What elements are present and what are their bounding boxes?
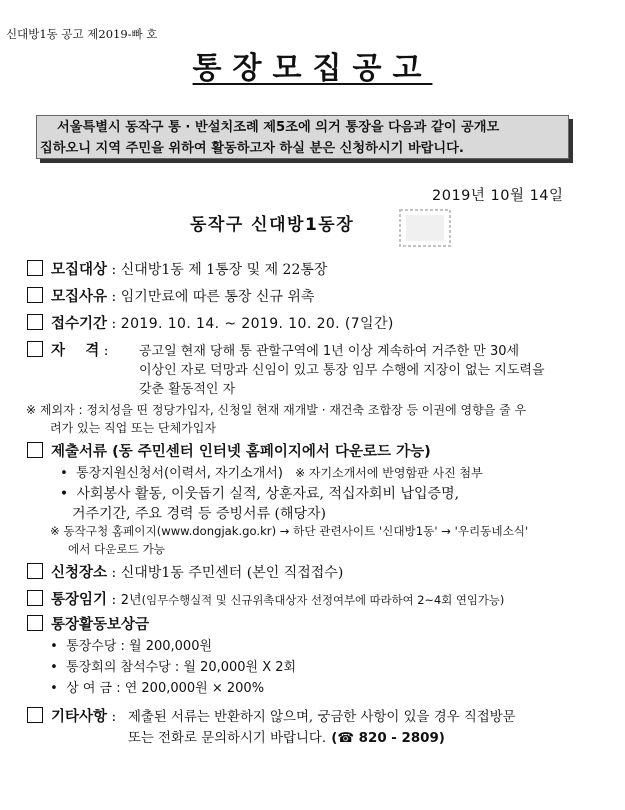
section-label: 접수기간: [51, 316, 108, 332]
other-line-2: [128, 727, 445, 746]
notice-line-2: 집하오니 지역 주민을 위하여 활동하고자 하실 분은 신청하시기 바랍니다.: [40, 141, 464, 156]
bullet-icon: •: [50, 639, 58, 654]
compensation-item-1: [46, 635, 212, 654]
colon: :: [111, 592, 117, 608]
section-compensation: [27, 613, 149, 634]
section-value: 임기만료에 따른 통장 신규 위촉: [120, 289, 315, 305]
qualification-line-2: 이상인 자로 덕망과 신임이 있고 통장 임무 수행에 지장이 없는 지도력을: [139, 363, 545, 378]
documents-item-2: [56, 483, 459, 503]
section-label: 통장임기: [51, 592, 108, 608]
item-text: 사회봉사 활동, 이웃돕기 실적, 상훈자료, 적십자회비 납입증명,: [76, 486, 460, 502]
documents-item-2-cont: 거주기간, 주요 경력 등 증빙서류 (해당자): [72, 506, 327, 522]
empty-checkbox-icon: [27, 590, 43, 606]
empty-checkbox-icon: [27, 707, 43, 723]
bullet-icon: •: [60, 466, 68, 481]
compensation-item-3: [46, 677, 264, 696]
qualification-line-3: 갖춘 활동적인 자: [139, 382, 236, 397]
section-reason: [27, 285, 314, 306]
section-value: 신대방1동 제 1통장 및 제 22통장: [120, 262, 328, 278]
item-text: 통장수당 : 월 200,000원: [66, 639, 213, 654]
reference-mark: ※: [50, 524, 60, 538]
notice-line-1: 서울특별시 동작구 통 · 반설치조례 제5조에 의거 통장을 다음과 같이 공개모: [57, 120, 500, 135]
section-other: [27, 705, 116, 726]
section-documents: [27, 440, 431, 461]
item-text: 통장회의 참석수당 : 월 20,000원 X 2회: [66, 660, 297, 675]
qualification-line-1: 공고일 현재 당해 통 관할구역에 1년 이상 계속하여 거주한 만 30세: [139, 344, 520, 359]
colon: :: [111, 565, 117, 581]
empty-checkbox-icon: [27, 260, 43, 276]
section-qualification: [27, 339, 108, 360]
bullet-icon: •: [50, 660, 58, 675]
other-line-1: 제출된 서류는 반환하지 않으며, 궁금한 사항이 있을 경우 직접방문: [128, 710, 516, 725]
section-label: 모집대상: [51, 262, 108, 278]
section-period: [27, 312, 394, 333]
notice-date: 2019년 10월 14일: [432, 188, 564, 204]
empty-checkbox-icon: [27, 314, 43, 330]
compensation-item-2: [46, 656, 296, 675]
section-place: [27, 561, 343, 582]
section-target: [27, 258, 327, 279]
item-text: 상 여 금 : 연 200,000원 × 200%: [66, 681, 265, 696]
empty-checkbox-icon: [27, 615, 43, 631]
documents-download-note-cont: 에서 다운로드 가능: [68, 542, 165, 556]
documents-item-1: [56, 462, 483, 481]
empty-checkbox-icon: [27, 442, 43, 458]
section-label: 제출서류 (동 주민센터 인터넷 홈페이지에서 다운로드 가능): [51, 444, 431, 460]
bullet-icon: •: [59, 486, 69, 502]
section-value: 2019. 10. 14. ~ 2019. 10. 20. (7일간): [120, 316, 394, 332]
empty-checkbox-icon: [27, 563, 43, 579]
other-text: 또는 전화로 문의하시기 바랍니다.: [128, 731, 327, 746]
item-note: ※ 자기소개서에 반영함판 사진 첨부: [295, 466, 483, 480]
documents-download-note: [50, 523, 528, 539]
term-detail: (임무수행실적 및 신규위촉대상자 선정여부에 따라하여 2~4회 연임가능): [141, 593, 505, 607]
phone-number: (☎ 820 - 2809): [331, 731, 445, 746]
section-value: 2년: [120, 593, 142, 608]
page-title: 통장모집공고: [192, 51, 433, 86]
bullet-icon: •: [50, 681, 58, 696]
colon: :: [111, 709, 117, 725]
section-label: 자 격: [51, 343, 100, 359]
item-text: 통장지원신청서(이력서, 자기소개서): [76, 466, 283, 481]
section-label: 신청장소: [51, 565, 108, 581]
document-number: 신대방1동 공고 제2019-빠 호: [6, 27, 158, 41]
official-seal-icon: [398, 208, 452, 248]
colon: :: [111, 262, 117, 278]
colon: :: [111, 316, 117, 332]
colon: :: [103, 343, 109, 359]
exclusion-line-1: 제외자 : 정치성을 띤 정당가입자, 신청일 현재 재개발 · 재건축 조합장 등 이권에 영향을 줄 우: [39, 403, 527, 417]
section-label: 기타사항: [51, 709, 108, 725]
empty-checkbox-icon: [27, 287, 43, 303]
section-label: 통장활동보상금: [51, 617, 150, 633]
note-text: 동작구청 홈페이지(www.dongjak.go.kr) → 하단 관련사이트 '신대방1동' → '우리동네소식': [63, 524, 529, 538]
colon: :: [111, 289, 117, 305]
empty-checkbox-icon: [27, 341, 43, 357]
section-label: 모집사유: [51, 289, 108, 305]
issuer-name: 동작구 신대방1동장: [190, 215, 355, 235]
exclusion-line-2: 려가 있는 직업 또는 단체가입자: [50, 421, 216, 435]
reference-mark: ※: [26, 403, 37, 417]
section-term: [27, 588, 504, 609]
section-value: 신대방1동 주민센터 (본인 직접접수): [120, 565, 344, 581]
notice-box: [36, 115, 569, 159]
exclusion-note: [26, 401, 526, 418]
